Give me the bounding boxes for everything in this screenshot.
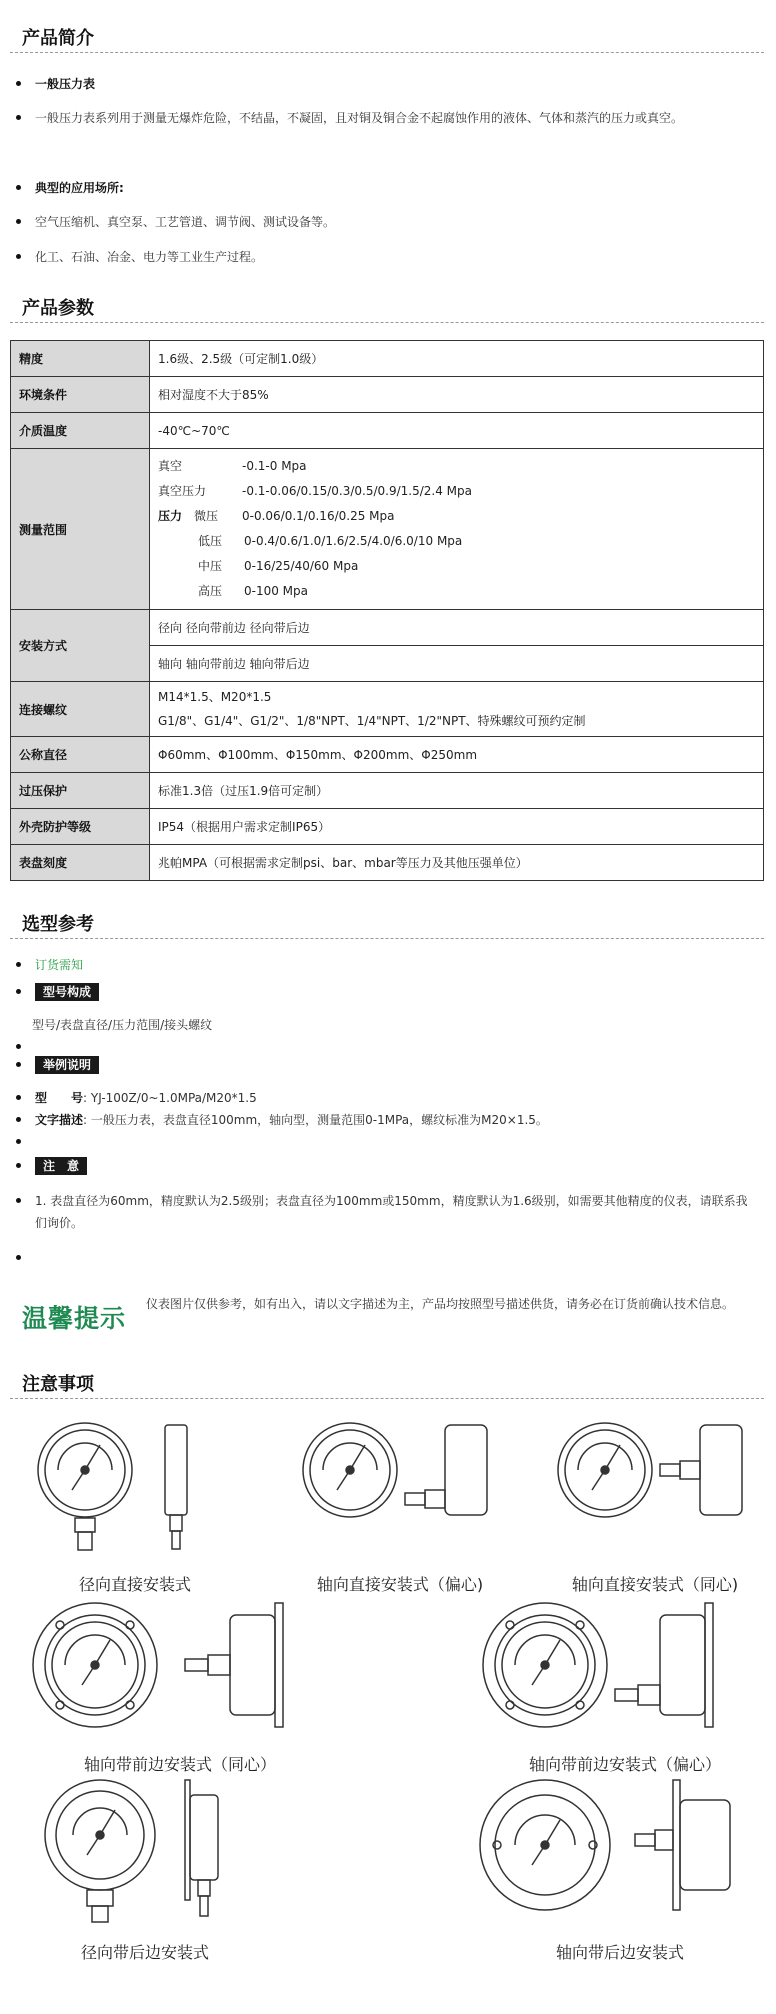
param-row-environment [11,377,764,413]
param-row-ip [11,809,764,845]
param-key: 外壳防护等级 [11,809,150,845]
params-title: 产品参数 [22,298,94,319]
param-value: 径向 径向带前边 径向带后边 [150,610,764,646]
intro-item: 空气压缩机、真空泵、工艺管道、调节阀、测试设备等。 [16,212,335,232]
tip-title: 温馨提示 [22,1304,127,1333]
param-value: 轴向 轴向带前边 轴向带后边 [150,646,764,682]
diagram-caption: 径向直接安装式 [78,1575,191,1594]
intro-item: 化工、石油、冶金、电力等工业生产过程。 [16,247,263,267]
note-tag: 注 意 [35,1157,87,1175]
diagram-caption: 轴向直接安装式（同心) [571,1575,739,1594]
gauge-diagram-axial-front-eccentric [480,1595,740,1745]
gauge-diagram-radial-direct [30,1415,230,1565]
example-tag: 举例说明 [35,1056,99,1074]
param-value: 兆帕MPA（可根据需求定制psi、bar、mbar等压力及其他压强单位） [150,845,764,881]
diagram-caption: 径向带后边安装式 [80,1943,209,1962]
param-key: 公称直径 [11,737,150,773]
diagram-caption: 轴向带前边安装式（同心） [83,1755,276,1774]
param-key: 精度 [11,341,150,377]
param-key: 介质温度 [11,413,150,449]
param-row-diameter [11,737,764,773]
notes-title: 注意事项 [22,1374,94,1395]
gauge-diagram-axial-front-concentric [30,1595,290,1745]
range-line: 低压 0-0.4/0.6/1.0/1.6/2.5/4.0/6.0/10 Mpa [198,534,463,548]
tip-text: 仪表图片仅供参考，如有出入，请以文字描述为主，产品均按照型号描述供货，请务必在订货前确认技术信息。 [146,1297,735,1311]
param-key: 环境条件 [11,377,150,413]
diagram-caption: 轴向带后边安装式 [555,1943,684,1962]
param-value: -40℃~70℃ [150,413,764,449]
example-desc: 文字描述: 一般压力表，表盘直径100mm，轴向型，测量范围0-1MPa，螺纹标准为M20×1.5。 [16,1110,548,1130]
param-value [150,449,764,610]
param-key: 连接螺纹 [11,682,150,737]
thread-line: G1/8"、G1/4"、G1/2"、1/8"NPT、1/4"NPT、1/2"NPT、特殊螺纹可预约定制 [158,714,586,728]
param-row-scale [11,845,764,881]
empty-bullet [16,1037,35,1057]
intro-item: 一般压力表 [16,74,95,94]
param-row-overload [11,773,764,809]
note-tag-line [16,1156,87,1176]
param-key: 表盘刻度 [11,845,150,881]
divider [10,1398,764,1399]
gauge-diagram-axial-rear [475,1775,745,1925]
param-row-medium-temp [11,413,764,449]
param-value: 标准1.3倍（过压1.9倍可定制） [150,773,764,809]
param-value: 1.6级、2.5级（可定制1.0级） [150,341,764,377]
empty-bullet [16,1132,35,1152]
divider [10,52,764,53]
order-notice: 订货需知 [16,955,83,975]
example-model: 型 号: YJ-100Z/0~1.0MPa/M20*1.5 [16,1088,257,1108]
param-value: Φ60mm、Φ100mm、Φ150mm、Φ200mm、Φ250mm [150,737,764,773]
intro-item: 一般压力表系列用于测量无爆炸危险，不结晶，不凝固，且对铜及铜合金不起腐蚀作用的液体、气体和蒸汽的压力或真空。 [16,108,683,128]
param-key: 测量范围 [11,449,150,610]
range-line: 高压 0-100 Mpa [198,584,309,598]
intro-title: 产品简介 [22,28,94,49]
range-line: 真空 -0.1-0 Mpa [158,459,307,473]
params-table [10,340,764,881]
param-row-thread [11,682,764,737]
note-text-line: 1. 表盘直径为60mm，精度默认为2.5级别；表盘直径为100mm或150mm，精度默认为1.6级别，如需要其他精度的仪表，请联系我们询价。 [16,1190,756,1234]
model-tag: 型号构成 [35,983,99,1001]
selection-title: 选型参考 [22,914,94,935]
range-line: 真空压力 -0.1-0.06/0.15/0.3/0.5/0.9/1.5/2.4 Mpa [158,484,472,498]
gauge-diagram-axial-direct-concentric [550,1415,750,1565]
divider [10,322,764,323]
range-line: 中压 0-16/25/40/60 Mpa [198,559,359,573]
model-text: 型号/表盘直径/压力范围/接头螺纹 [32,1018,213,1032]
range-line: 压力 微压 0-0.06/0.1/0.16/0.25 Mpa [158,509,395,523]
example-tag-line [16,1055,99,1075]
divider [10,938,764,939]
diagram-caption: 轴向带前边安装式（偏心） [528,1755,721,1774]
thread-line: M14*1.5、M20*1.5 [158,690,272,704]
gauge-diagram-axial-direct-eccentric [295,1415,495,1565]
param-value [150,682,764,737]
param-value: 相对湿度不大于85% [150,377,764,413]
intro-item: 典型的应用场所: [16,178,124,198]
model-tag-line [16,982,99,1002]
param-key: 过压保护 [11,773,150,809]
param-row-install [11,610,764,646]
param-row-range [11,449,764,610]
gauge-diagram-radial-rear [35,1775,255,1925]
param-row-precision [11,341,764,377]
param-key: 安装方式 [11,610,150,682]
param-value: IP54（根据用户需求定制IP65） [150,809,764,845]
empty-bullet [16,1248,35,1268]
diagram-caption: 轴向直接安装式（偏心) [316,1575,484,1594]
